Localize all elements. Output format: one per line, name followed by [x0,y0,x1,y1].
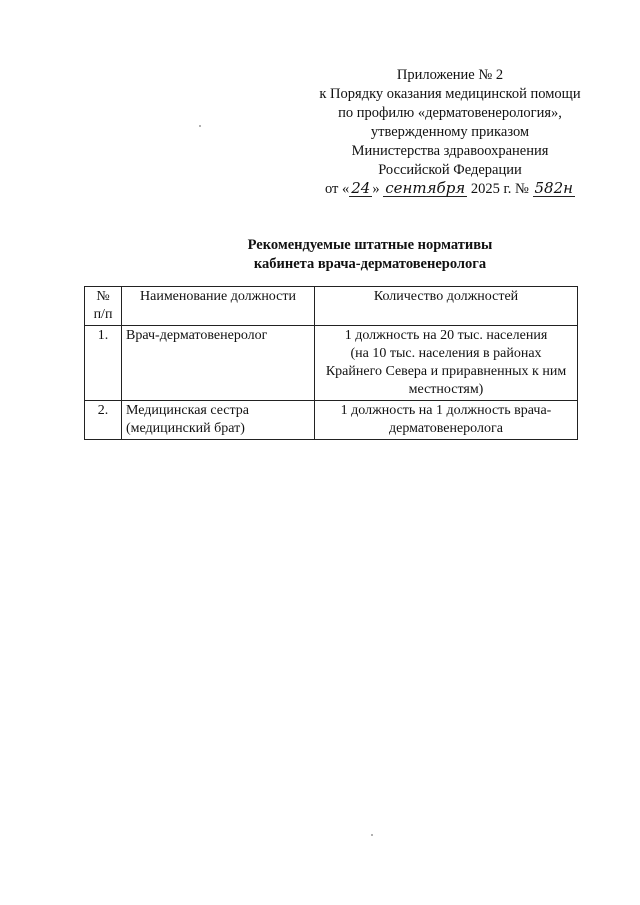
appendix-line-3: по профилю «дерматовенерология», [338,105,562,121]
header-count: Количество должностей [315,287,578,326]
date-prefix: от « [324,181,350,197]
appendix-line-4: утвержденному приказом [370,124,530,140]
header-num-line-2: п/п [93,307,113,322]
table-row [85,401,578,440]
table-header-row [85,287,578,326]
order-date-line [290,180,610,199]
scan-speck [371,834,373,836]
handwritten-month: сентября [385,179,466,197]
row-count [315,326,578,401]
row-count-line: (на 10 тыс. населения в районах [350,346,542,361]
row-name [122,401,315,440]
row-name-line-1: Врач-дерматовенеролог [126,328,268,343]
table-row [85,326,578,401]
appendix-line-5: Министерства здравоохранения [351,143,549,159]
appendix-title: Приложение № 2 [396,67,504,83]
document-heading [160,236,580,274]
scan-speck [199,125,201,127]
appendix-header [290,66,610,199]
appendix-line-6: Российской Федерации [378,162,522,178]
row-count-line: Крайнего Севера и приравненных к ним [325,364,567,379]
row-name-line-2: (медицинский брат) [126,421,245,436]
row-name-line-1: Медицинская сестра [126,403,250,418]
row-count [315,401,578,440]
handwritten-order-number: 582н [534,179,574,197]
row-count-line: дерматовенеролога [389,421,503,436]
row-num: 1. [85,326,122,401]
heading-line-1: Рекомендуемые штатные нормативы [247,237,493,253]
header-name: Наименование должности [122,287,315,326]
row-count-line: 1 должность на 1 должность врача- [340,403,552,418]
heading-line-2: кабинета врача-дерматовенеролога [253,256,487,272]
header-num-line-1: № [96,289,110,304]
row-num: 2. [85,401,122,440]
date-year: 2025 г. № [470,181,529,197]
date-mid: » [372,181,380,197]
handwritten-day: 24 [351,179,371,197]
appendix-line-2: к Порядку оказания медицинской помощи [319,86,581,102]
row-count-line: местностям) [408,382,484,397]
row-name [122,326,315,401]
row-count-line: 1 должность на 20 тыс. населения [344,328,548,343]
staff-table [84,286,578,440]
header-num [85,287,122,326]
